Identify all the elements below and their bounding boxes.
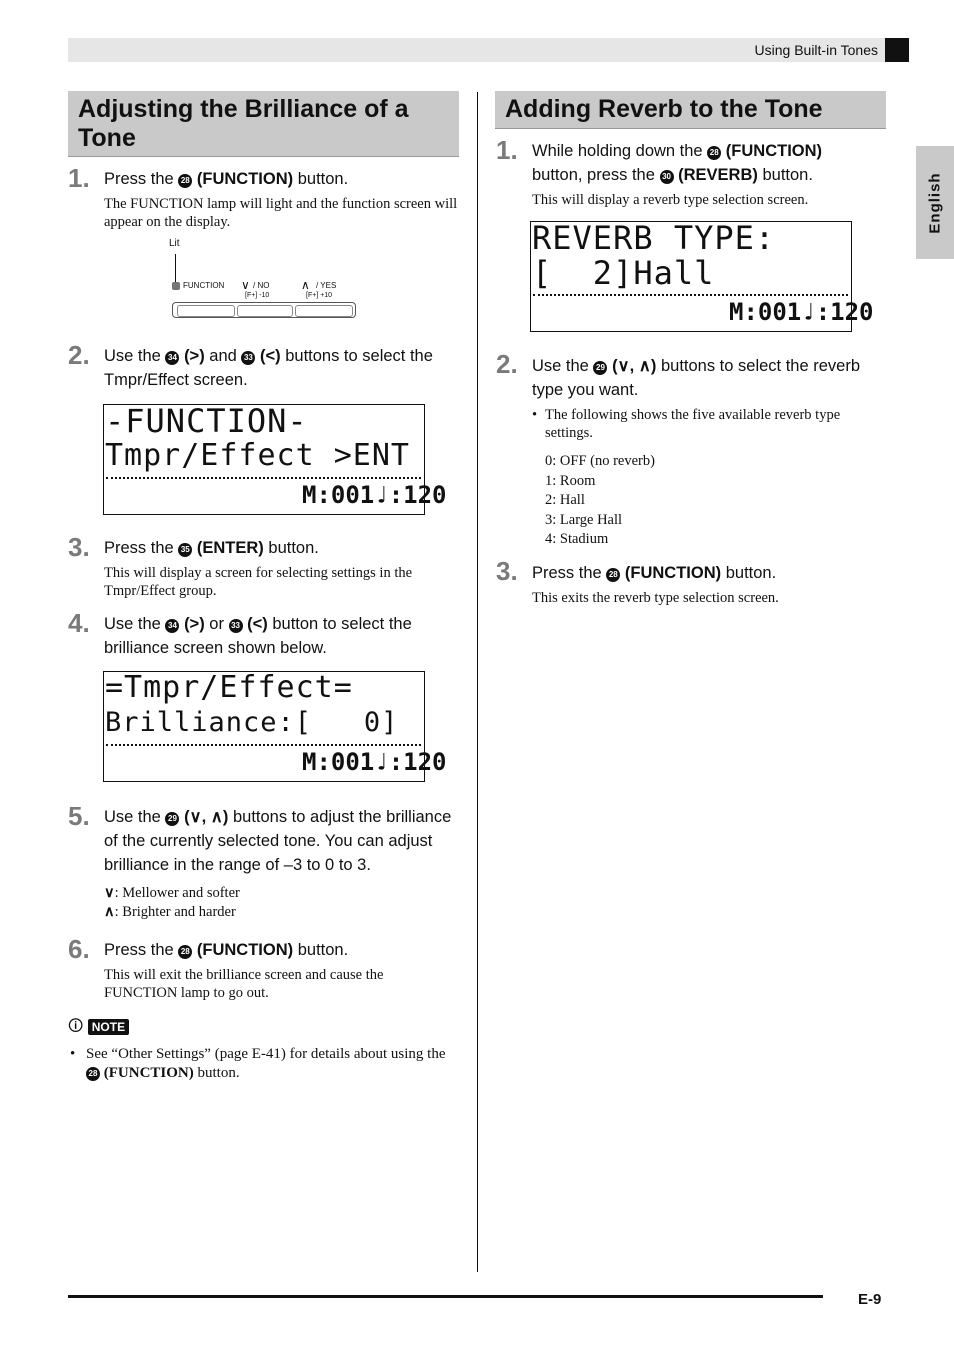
step-description: This will display a screen for selecting settings in the Tmpr/Effect group. bbox=[104, 565, 413, 599]
step-instruction: Use the 29 (∨, ∧) buttons to adjust the brilliance of the currently selected tone. You can adjust brilliance in the range of –3 to 0 to 3. bbox=[104, 808, 452, 874]
step-instruction: Use the 29 (∨, ∧) buttons to select the reverb type you want. bbox=[532, 357, 860, 399]
note-item: • See “Other Settings” (page E-41) for details about using the 28 (FUNCTION) button. bbox=[70, 1046, 446, 1081]
bullet-icon: • bbox=[532, 407, 538, 423]
footer-rule bbox=[68, 1295, 823, 1298]
button-number-icon: 33 bbox=[241, 351, 255, 365]
lcd-line-2: [ 2]Hall bbox=[532, 254, 715, 292]
step-instruction: Press the 28 (FUNCTION) button. bbox=[532, 564, 777, 582]
step-description: This exits the reverb type selection screen. bbox=[532, 590, 779, 606]
brilliance-down-row: ∨: Mellower and softer bbox=[104, 885, 240, 901]
step-instruction: Use the 34 (>) and 33 (<) buttons to select the Tmpr/Effect screen. bbox=[104, 347, 433, 389]
bullet-item: • The following shows the five available reverb type settings. bbox=[532, 407, 841, 441]
lcd-line-1: =Tmpr/Effect= bbox=[105, 670, 353, 705]
lcd-line-1: REVERB TYPE: bbox=[532, 219, 776, 257]
no-label: / NO bbox=[253, 281, 270, 290]
list-item: 3: Large Hall bbox=[545, 511, 623, 528]
button-number-icon: 30 bbox=[660, 170, 674, 184]
yes-sub-label: [F+] +10 bbox=[306, 292, 333, 299]
function-lamp-icon bbox=[172, 282, 180, 290]
lcd-line-2: Brilliance:[ 0] bbox=[105, 707, 399, 738]
list-item: 2: Hall bbox=[545, 492, 585, 508]
column-divider bbox=[477, 92, 478, 1272]
chevron-down-icon: ∨ bbox=[104, 885, 115, 901]
step-number: 6. bbox=[68, 934, 90, 964]
note-label: NOTE bbox=[88, 1019, 129, 1035]
step-description: This will exit the brilliance screen and cause the FUNCTION lamp to go out. bbox=[104, 967, 384, 1001]
step-number: 2. bbox=[496, 349, 518, 379]
button-number-icon: 33 bbox=[229, 619, 243, 633]
step-number: 4. bbox=[68, 608, 90, 638]
lcd-line-2: Tmpr/Effect >ENT bbox=[105, 438, 410, 473]
list-item: 0: OFF (no reverb) bbox=[545, 453, 655, 469]
step-description: The FUNCTION lamp will light and the function screen will appear on the display. bbox=[104, 196, 458, 230]
step-instruction: Press the 28 (FUNCTION) button. bbox=[104, 170, 349, 188]
button-number-icon: 29 bbox=[593, 361, 607, 375]
left-section-title: Adjusting the Brilliance of a Tone bbox=[68, 91, 459, 157]
button-number-icon: 28 bbox=[86, 1067, 100, 1081]
note-icon: 🛈 bbox=[68, 1018, 84, 1035]
function-label: FUNCTION bbox=[183, 281, 225, 290]
running-header: Using Built-in Tones bbox=[754, 42, 878, 58]
lit-label: Lit bbox=[169, 238, 180, 249]
chevron-up-icon: ∧ bbox=[301, 278, 310, 292]
panel-button-strip bbox=[172, 302, 356, 318]
lcd-line-1: -FUNCTION- bbox=[105, 402, 308, 440]
bullet-icon: • bbox=[70, 1046, 76, 1062]
function-panel-illustration bbox=[168, 236, 358, 322]
chevron-down-icon: ∨ bbox=[241, 278, 250, 292]
right-section-title: Adding Reverb to the Tone bbox=[495, 91, 886, 129]
button-number-icon: 28 bbox=[178, 174, 192, 188]
step-number: 5. bbox=[68, 801, 90, 831]
language-tab bbox=[916, 146, 954, 259]
lit-pointer-line bbox=[175, 254, 176, 284]
step-number: 1. bbox=[496, 135, 518, 165]
yes-label: / YES bbox=[316, 281, 337, 290]
lcd-brilliance-screen bbox=[103, 670, 447, 782]
brilliance-up-row: ∧: Brighter and harder bbox=[104, 904, 236, 920]
step-instruction: Press the 28 (FUNCTION) button. bbox=[104, 941, 349, 959]
button-number-icon: 35 bbox=[178, 543, 192, 557]
button-number-icon: 29 bbox=[165, 812, 179, 826]
lcd-function-screen bbox=[103, 402, 447, 515]
lcd-counter: M:001♩:120 bbox=[729, 298, 874, 326]
button-number-icon: 28 bbox=[707, 146, 721, 160]
button-number-icon: 28 bbox=[178, 945, 192, 959]
step-description: This will display a reverb type selection screen. bbox=[532, 192, 809, 208]
chevron-up-icon: ∧ bbox=[104, 904, 115, 920]
step-number: 1. bbox=[68, 163, 90, 193]
button-number-icon: 34 bbox=[165, 351, 179, 365]
language-tab-label: English bbox=[926, 171, 944, 234]
no-button bbox=[237, 305, 293, 317]
no-sub-label: [F+] -10 bbox=[245, 292, 270, 299]
reverb-type-list bbox=[545, 452, 655, 550]
list-item: 4: Stadium bbox=[545, 531, 609, 547]
step-instruction: Press the 35 (ENTER) button. bbox=[104, 539, 319, 557]
step-number: 3. bbox=[496, 556, 518, 586]
lcd-reverb-screen bbox=[530, 219, 874, 332]
step-number: 2. bbox=[68, 340, 90, 370]
yes-button bbox=[295, 305, 353, 317]
header-block bbox=[885, 38, 909, 62]
step-instruction: Use the 34 (>) or 33 (<) button to select the brilliance screen shown below. bbox=[104, 615, 412, 657]
button-number-icon: 34 bbox=[165, 619, 179, 633]
step-number: 3. bbox=[68, 532, 90, 562]
function-button bbox=[177, 305, 235, 317]
page-number: E-9 bbox=[858, 1291, 882, 1308]
step-instruction: While holding down the 28 (FUNCTION) button, press the 30 (REVERB) button. bbox=[532, 142, 823, 184]
button-number-icon: 28 bbox=[606, 568, 620, 582]
note-heading bbox=[68, 1016, 129, 1040]
lcd-counter: M:001♩:120 bbox=[302, 748, 447, 776]
list-item: 1: Room bbox=[545, 472, 596, 489]
lcd-counter: M:001♩:120 bbox=[302, 481, 447, 509]
